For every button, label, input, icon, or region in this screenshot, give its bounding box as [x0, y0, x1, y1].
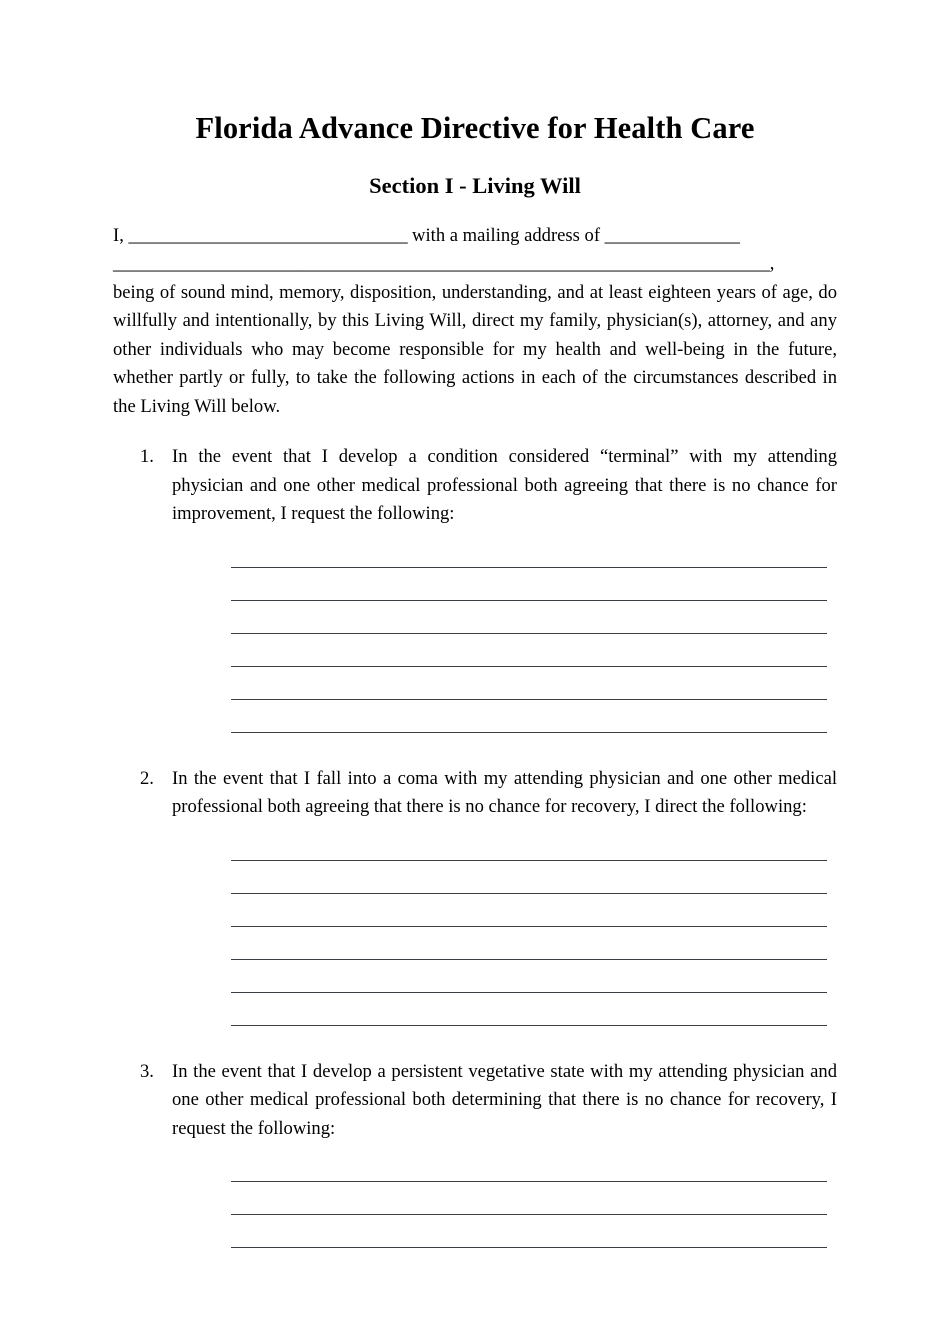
mailing-address-blank-second[interactable]: _________________________________________________________________________	[113, 253, 770, 275]
list-item-text: In the event that I develop a condition considered “terminal” with my attending physician and one other medical professional both agreeing that there is no chance for improvement, I request the following:	[172, 446, 837, 525]
fill-in-line[interactable]	[231, 1159, 837, 1192]
fill-in-line[interactable]	[231, 578, 837, 611]
fill-in-line[interactable]	[231, 611, 837, 644]
declarant-prefix-label: I,	[113, 224, 129, 246]
declarant-line	[113, 222, 837, 251]
list-item-number: 3.	[140, 1060, 154, 1082]
mailing-address-label: with a mailing address of	[407, 224, 605, 246]
fill-in-lines-group	[172, 545, 837, 743]
intro-block	[113, 222, 837, 422]
fill-in-line[interactable]	[231, 904, 837, 937]
list-item-number: 2.	[140, 767, 154, 789]
section-heading: Section I - Living Will	[369, 172, 581, 198]
page-title: Florida Advance Directive for Health Care	[195, 111, 755, 145]
fill-in-line[interactable]	[231, 677, 837, 710]
fill-in-line[interactable]	[231, 545, 837, 578]
declaration-paragraph: being of sound mind, memory, disposition, understanding, and at least eighteen years of age, do willfully and intentionally, by this Living Will, direct my family, physician(s), attorney, and any other individuals who may become responsible for my health and well-being in the future, whether partly or fully, to take the following actions in each of the circumstances described in the Living Will below.	[113, 281, 837, 417]
fill-in-line[interactable]	[231, 644, 837, 677]
mailing-address-line-2	[113, 250, 837, 279]
list-item-text: In the event that I develop a persistent vegetative state with my attending physician and one other medical professional both determining that there is no chance for recovery, I request the following:	[172, 1060, 837, 1139]
list-item-number: 1.	[140, 446, 154, 468]
fill-in-line[interactable]	[231, 838, 837, 871]
fill-in-line[interactable]	[231, 1192, 837, 1225]
list-item	[113, 1058, 837, 1259]
declarant-name-blank[interactable]: _______________________________	[128, 224, 408, 246]
address-line-comma: ,	[769, 253, 775, 275]
fill-in-lines-group	[172, 838, 837, 1036]
fill-in-line[interactable]	[231, 937, 837, 970]
fill-in-line[interactable]	[231, 1225, 837, 1258]
fill-in-lines-group	[172, 1159, 837, 1258]
list-item	[113, 443, 837, 743]
list-item	[113, 765, 837, 1036]
fill-in-line[interactable]	[231, 710, 837, 743]
directive-item-list	[113, 443, 837, 1258]
mailing-address-blank-first[interactable]: _______________	[604, 224, 740, 246]
fill-in-line[interactable]	[231, 1003, 837, 1036]
list-item-text: In the event that I fall into a coma with my attending physician and one other medical professional both agreeing that there is no chance for recovery, I direct the following:	[172, 767, 837, 818]
fill-in-line[interactable]	[231, 970, 837, 1003]
fill-in-line[interactable]	[231, 871, 837, 904]
